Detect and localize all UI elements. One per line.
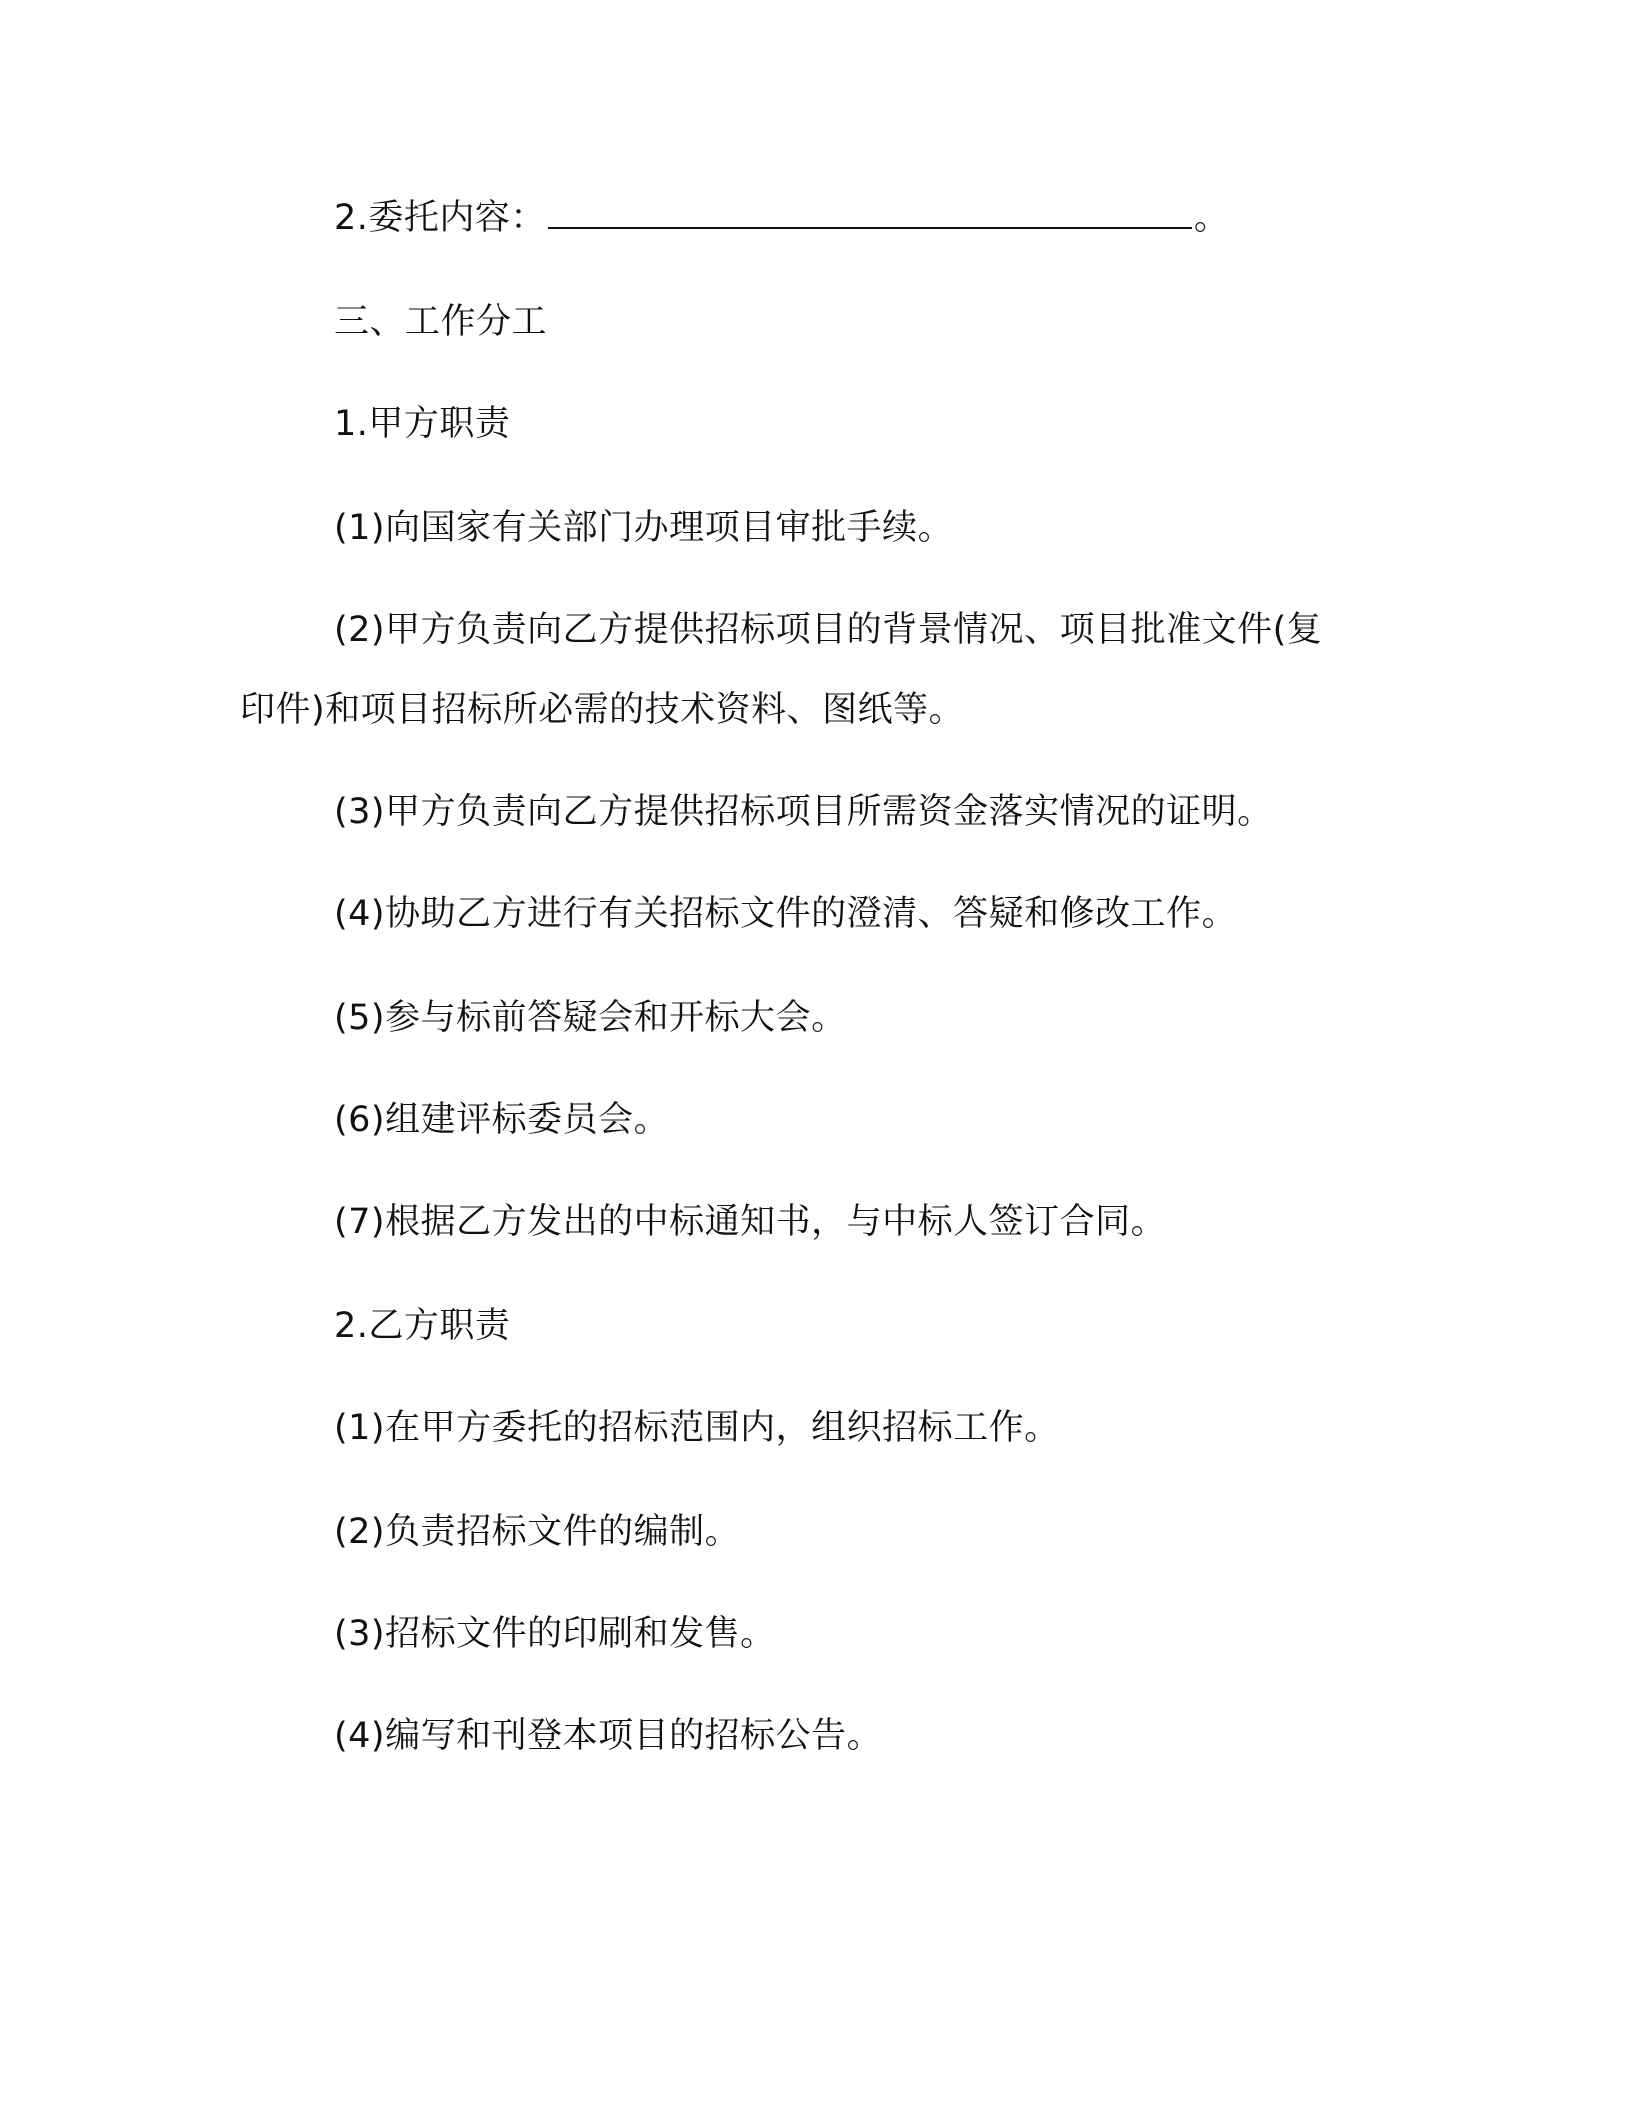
party-a-item-2-continued: 印件)和项目招标所必需的技术资料、图纸等。 <box>240 690 965 730</box>
party-b-heading: 2.乙方职责 <box>334 1306 511 1346</box>
party-b-item-4: (4)编写和刊登本项目的招标公告。 <box>334 1716 883 1756</box>
party-a-item-5: (5)参与标前答疑会和开标大会。 <box>334 998 847 1038</box>
party-a-item-3: (3)甲方负责向乙方提供招标项目所需资金落实情况的证明。 <box>334 792 1273 832</box>
party-b-item-2: (2)负责招标文件的编制。 <box>334 1512 741 1552</box>
party-a-item-2: (2)甲方负责向乙方提供招标项目的背景情况、项目批准文件(复 <box>334 610 1323 650</box>
party-a-heading: 1.甲方职责 <box>334 404 511 444</box>
party-b-item-3: (3)招标文件的印刷和发售。 <box>334 1614 776 1654</box>
delegation-content-end: 。 <box>1193 198 1230 238</box>
party-a-item-7: (7)根据乙方发出的中标通知书，与中标人签订合同。 <box>334 1202 1167 1242</box>
section-heading: 三、工作分工 <box>334 302 548 342</box>
delegation-content-line <box>334 192 1229 244</box>
party-a-item-4: (4)协助乙方进行有关招标文件的澄清、答疑和修改工作。 <box>334 894 1238 934</box>
party-a-item-1: (1)向国家有关部门办理项目审批手续。 <box>334 508 954 548</box>
party-a-item-6: (6)组建评标委员会。 <box>334 1100 670 1140</box>
fill-in-blank[interactable] <box>548 197 1192 229</box>
delegation-content-label: 2.委托内容： <box>334 198 546 238</box>
party-b-item-1: (1)在甲方委托的招标范围内，组织招标工作。 <box>334 1408 1060 1448</box>
